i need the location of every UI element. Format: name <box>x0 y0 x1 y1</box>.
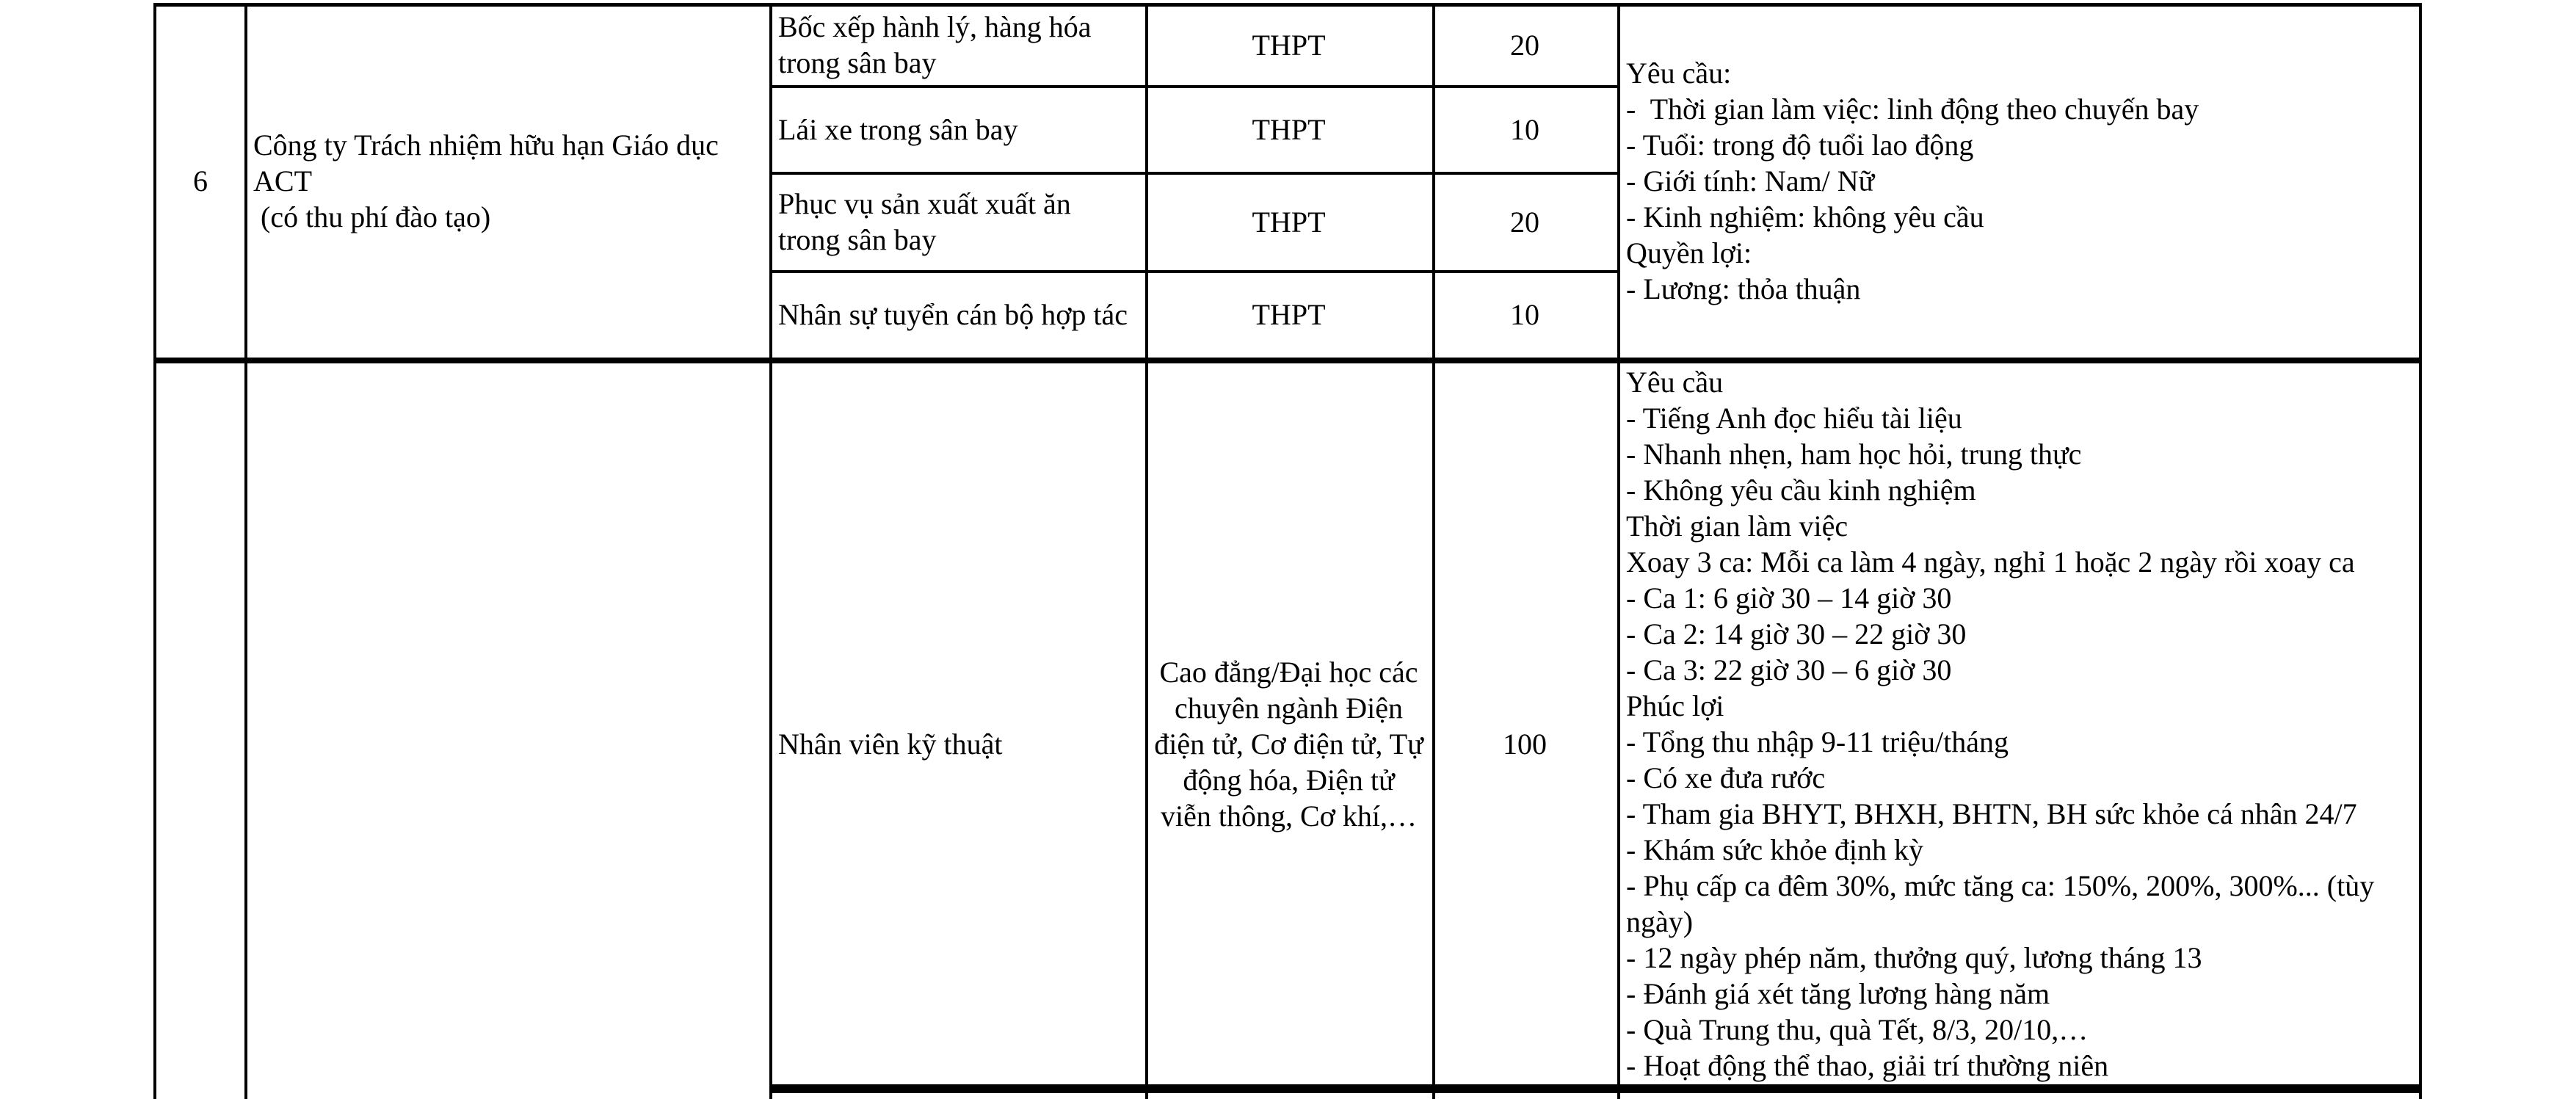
text-line: Quyền lợi: <box>1626 236 1752 269</box>
job-title: Phục vụ sản xuất xuất ăn trong sân bay <box>778 187 1071 256</box>
text-line: - Ca 3: 22 giờ 30 – 6 giờ 30 <box>1626 653 1952 686</box>
row6-job3-quantity-cell <box>1435 175 1614 269</box>
row6-job4-education-cell <box>1148 273 1429 356</box>
text-line: Công ty Trách nhiệm hữu hạn Giáo dục <box>253 128 719 162</box>
table-border-subrow1 <box>769 85 1620 88</box>
table-border-bottom <box>769 1084 2422 1093</box>
table-border-vertical-stt-company <box>244 3 247 1099</box>
row7-requirements-cell <box>1626 364 2410 1083</box>
text-line: ACT <box>253 164 312 197</box>
quantity: 10 <box>1510 112 1539 146</box>
row6-requirements-cell <box>1626 6 2410 356</box>
text-line: - Thời gian làm việc: linh động theo chuyến bay <box>1626 93 2199 126</box>
text-line: - Tiếng Anh đọc hiểu tài liệu <box>1626 401 1962 435</box>
text-line: - Nhanh nhẹn, ham học hỏi, trung thực <box>1626 437 2082 471</box>
table-border-vertical-company-job <box>769 3 772 1099</box>
text-line: (có thu phí đào tạo) <box>253 200 491 233</box>
text-line: - Tổng thu nhập 9-11 triệu/tháng <box>1626 725 2009 758</box>
row7-job1-title-cell <box>778 364 1139 1083</box>
row7-job1-education-cell <box>1154 364 1423 1083</box>
text-line: - Đánh giá xét tăng lương hàng năm <box>1626 976 2050 1010</box>
job-title: Bốc xếp hành lý, hàng hóa trong sân bay <box>778 10 1092 79</box>
row6-order-number-cell <box>156 6 244 356</box>
education-level: THPT <box>1252 112 1326 146</box>
row6-job2-title-cell <box>778 88 1139 170</box>
text-line: - Khám sức khỏe định kỳ <box>1626 833 1923 866</box>
table-border-vertical-quantity-requirements <box>1617 3 1620 1099</box>
order-number: 6 <box>193 164 208 197</box>
job-title: Nhân sự tuyển cán bộ hợp tác <box>778 298 1128 331</box>
row6-job3-education-cell <box>1148 175 1429 269</box>
text-line: - Quà Trung thu, quà Tết, 8/3, 20/10,… <box>1626 1012 2089 1046</box>
text-line: - Giới tính: Nam/ Nữ <box>1626 164 1875 197</box>
row6-job1-quantity-cell <box>1435 6 1614 84</box>
quantity: 20 <box>1510 28 1539 62</box>
row6-job1-education-cell <box>1148 6 1429 84</box>
text-line: - Ca 2: 14 giờ 30 – 22 giờ 30 <box>1626 617 1967 650</box>
row7-job1-quantity-cell <box>1435 364 1614 1083</box>
text-line: Yêu cầu: <box>1626 57 1732 90</box>
row7-company-cell <box>253 364 763 1099</box>
table-border-vertical-education-quantity <box>1432 3 1435 1099</box>
education-level: Cao đẳng/Đại học các chuyên ngành Điện điện tử, Cơ điện tử, Tự động hóa, Điện tử viễn thông, Cơ khí,… <box>1154 656 1423 833</box>
education-level: THPT <box>1252 205 1326 239</box>
row6-job4-quantity-cell <box>1435 273 1614 356</box>
text-line: - Có xe đưa rước <box>1626 761 1826 794</box>
text-line: - Tuổi: trong độ tuổi lao động <box>1626 128 1974 162</box>
text-line: Phúc lợi <box>1626 689 1724 722</box>
row6-job2-quantity-cell <box>1435 88 1614 170</box>
table-border-subrow2 <box>769 172 1620 175</box>
quantity: 10 <box>1510 298 1539 331</box>
education-level: THPT <box>1252 28 1326 62</box>
text-line: - Kinh nghiệm: không yêu cầu <box>1626 200 1984 233</box>
table-border-vertical-right <box>2419 3 2422 1099</box>
text-line: - Hoạt động thể thao, giải trí thường niên <box>1626 1048 2109 1082</box>
text-line: - Không yêu cầu kinh nghiệm <box>1626 473 1976 507</box>
row6-job3-title-cell <box>778 175 1139 269</box>
quantity: 20 <box>1510 205 1539 239</box>
education-level: THPT <box>1252 298 1326 331</box>
job-title: Lái xe trong sân bay <box>778 112 1018 146</box>
row6-job4-title-cell <box>778 273 1139 356</box>
table-border-top <box>153 3 2422 7</box>
row6-company-cell <box>253 6 763 356</box>
text-line: Yêu cầu <box>1626 365 1724 399</box>
text-line: - Phụ cấp ca đêm 30%, mức tăng ca: 150%, 200%, 300%... (tùy ngày) <box>1626 868 2382 938</box>
table-border-row6-row7 <box>153 358 2422 363</box>
table-border-vertical-left <box>153 3 156 1099</box>
text-line: - Ca 1: 6 giờ 30 – 14 giờ 30 <box>1626 581 1952 614</box>
table-border-vertical-job-education <box>1145 3 1148 1099</box>
table-border-subrow3 <box>769 270 1620 273</box>
row6-job2-education-cell <box>1148 88 1429 170</box>
job-title: Nhân viên kỹ thuật <box>778 728 1003 761</box>
row7-order-number-cell <box>156 364 244 1099</box>
text-line: - Lương: thỏa thuận <box>1626 272 1861 305</box>
text-line: - 12 ngày phép năm, thưởng quý, lương tháng 13 <box>1626 940 2202 974</box>
quantity: 100 <box>1503 728 1547 761</box>
text-line: Thời gian làm việc <box>1626 509 1848 543</box>
text-line: Xoay 3 ca: Mỗi ca làm 4 ngày, nghỉ 1 hoặc 2 ngày rồi xoay ca <box>1626 545 2355 578</box>
row6-job1-title-cell <box>778 6 1139 84</box>
text-line: - Tham gia BHYT, BHXH, BHTN, BH sức khỏe cá nhân 24/7 <box>1626 797 2357 830</box>
